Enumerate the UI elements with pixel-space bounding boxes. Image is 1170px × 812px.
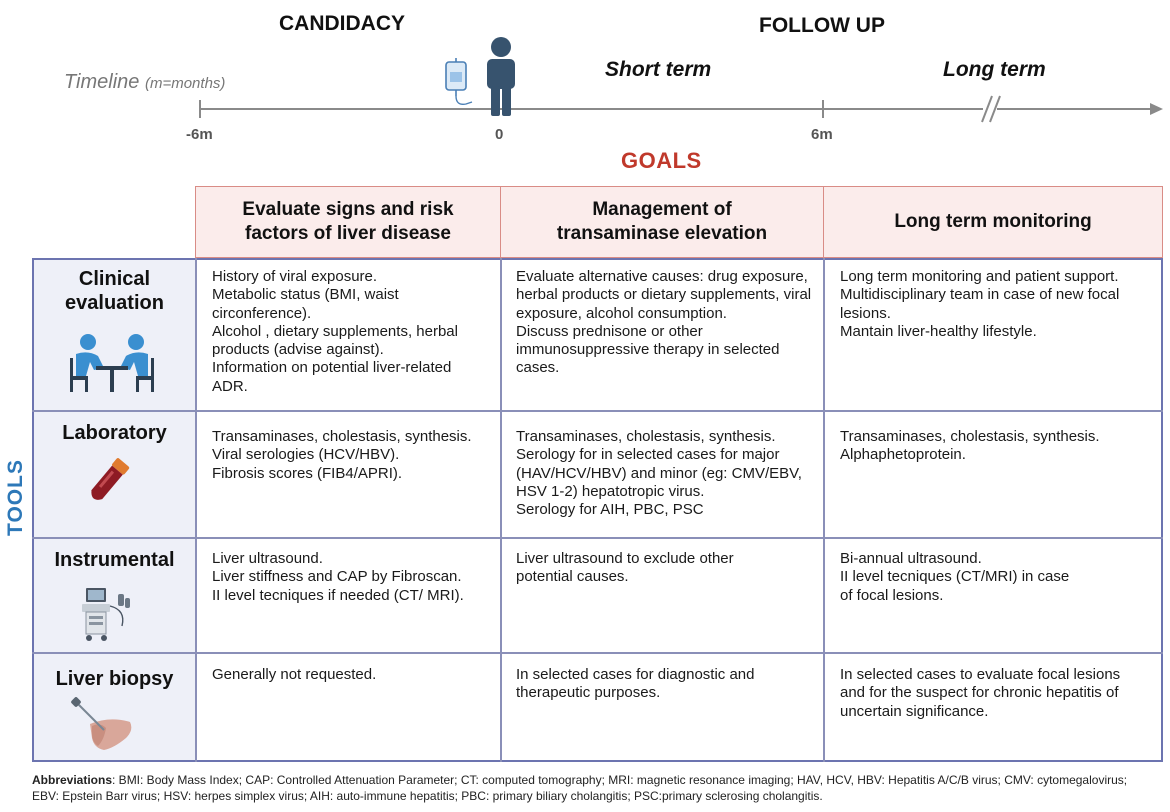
- cell-clinical-goal-1: History of viral exposure. Metabolic status (BMI, waist circonference). Alcohol , dietary supplements, herbal products (advise against). Information on potential liver-related ADR.: [212, 268, 458, 395]
- tick-0: 0: [495, 126, 504, 143]
- tool-liver-biopsy: Liver biopsy: [55, 668, 174, 690]
- cell-laboratory-goal-2: Transaminases, cholestasis, synthesis. Serology for in selected cases for major (HAV/HCV/HBV) and minor (eg: CMV/EBV, HSV 1-2) hepatotropic virus. Serology for AIH, PBC, PSC: [516, 428, 802, 519]
- goal-header-1-text: Evaluate signs and risk factors of liver disease: [242, 199, 454, 244]
- column-divider: [195, 258, 197, 762]
- cell-biopsy-goal-1: Generally not requested.: [212, 666, 377, 683]
- timeline-label-text: Timeline: [64, 71, 140, 93]
- timeline-axis: [0, 0, 1170, 140]
- tools-title: TOOLS: [4, 459, 27, 536]
- cell-instrumental-goal-2: Liver ultrasound to exclude other potential causes.: [516, 550, 734, 586]
- short-term-label: Short term: [605, 58, 712, 81]
- clinical-consultation-icon: [66, 332, 158, 394]
- column-divider: [500, 258, 502, 762]
- goals-title: GOALS: [621, 148, 702, 173]
- tick-minus-6m: -6m: [186, 126, 213, 143]
- row-divider: [32, 410, 1163, 412]
- cell-instrumental-goal-1: Liver ultrasound. Liver stiffness and CAP by Fibroscan. II level tecniques if needed (CT/ MRI).: [212, 550, 464, 604]
- goal-header-3-text: Long term monitoring: [894, 211, 1092, 232]
- tick-6m: 6m: [811, 126, 833, 143]
- patient-icon: [484, 36, 518, 118]
- abbreviations-label: Abbreviations: [32, 773, 113, 787]
- row-divider: [32, 652, 1163, 654]
- ultrasound-machine-icon: [78, 586, 134, 642]
- tool-clinical-evaluation: Clinical evaluation: [65, 268, 164, 314]
- goal-header-1: [195, 186, 501, 258]
- goal-header-2-text: Management of transaminase elevation: [556, 199, 768, 244]
- abbreviations-text: : BMI: Body Mass Index; CAP: Controlled Attenuation Parameter; CT: computed tomography; MRI: magnetic resonance imaging; HAV, HCV, HBV: Hepatitis A/C/B virus; CMV: cytomegalovirus; EBV: Epstein Barr virus; HSV: herpes simplex virus; AIH: auto-immune hepatitis; PBC: primary biliary cholangitis; PSC:primary sclerosing cholangitis.: [32, 773, 1128, 803]
- tool-instrumental: Instrumental: [54, 549, 175, 571]
- column-divider: [823, 258, 825, 762]
- cell-biopsy-goal-3: In selected cases to evaluate focal lesions and for the suspect for chronic hepatitis of uncertain significance.: [840, 666, 1121, 720]
- tool-laboratory: Laboratory: [62, 422, 167, 444]
- candidacy-label: CANDIDACY: [279, 12, 405, 35]
- cell-instrumental-goal-3: Bi-annual ultrasound. II level tecniques (CT/MRI) in case of focal lesions.: [840, 550, 1070, 604]
- goal-header-2: [500, 186, 824, 258]
- cell-laboratory-goal-1: Transaminases, cholestasis, synthesis. Viral serologies (HCV/HBV). Fibrosis scores (FIB4/APRI).: [212, 428, 472, 482]
- iv-drip-icon: [440, 58, 474, 108]
- cell-laboratory-goal-3: Transaminases, cholestasis, synthesis. Alphaphetoprotein.: [840, 428, 1100, 464]
- follow-up-label: FOLLOW UP: [759, 14, 885, 37]
- cell-clinical-goal-2: Evaluate alternative causes: drug exposure, herbal products or dietary supplements, viral exposure, alcohol consumption. Discuss prednisone or other immunosuppressive therapy in selected cases.: [516, 268, 812, 377]
- goal-header-3: [823, 186, 1163, 258]
- liver-biopsy-icon: [70, 698, 140, 754]
- blood-tube-icon: [82, 458, 132, 504]
- timeline-label-note: (m=months): [144, 75, 226, 92]
- cell-biopsy-goal-2: In selected cases for diagnostic and therapeutic purposes.: [516, 666, 755, 702]
- abbreviations-footnote: [32, 772, 1142, 804]
- long-term-label: Long term: [943, 58, 1046, 81]
- row-divider: [32, 537, 1163, 539]
- cell-clinical-goal-3: Long term monitoring and patient support. Multidisciplinary team in case of new focal lesions. Mantain liver-healthy lifestyle.: [840, 268, 1120, 340]
